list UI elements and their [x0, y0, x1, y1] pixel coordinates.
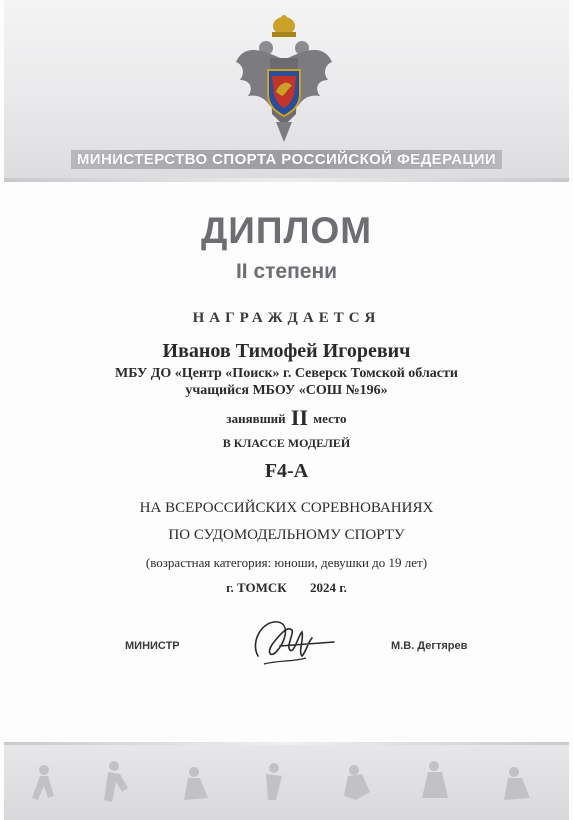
model-class-value: F4-A: [264, 460, 309, 482]
event-line-2: ПО СУДОМОДЕЛЬНОМУ СПОРТУ: [168, 527, 405, 543]
event-line-1: НА ВСЕРОССИЙСКИХ СОРЕВНОВАНИЯХ: [139, 500, 434, 516]
recipient-name: Иванов Тимофей Игоревич: [162, 340, 411, 362]
ministry-title: [0, 150, 573, 169]
coat-of-arms-emblem-icon: [232, 14, 336, 146]
year: 2024 г.: [309, 580, 347, 595]
age-category: (возрастная категория: юноши, девушки до 19 лет): [145, 555, 428, 570]
diploma-title: ДИПЛОМ: [200, 210, 373, 251]
awarded-label: НАГРАЖДАЕТСЯ: [192, 310, 381, 326]
minister-signature-icon: [240, 612, 336, 670]
city: г. ТОМСК: [226, 580, 287, 595]
ministry-title-text: МИНИСТЕРСТВО СПОРТА РОССИЙСКОЙ ФЕДЕРАЦИИ: [71, 150, 502, 169]
place-prefix: занявший: [226, 411, 286, 426]
place-value: II: [290, 405, 309, 430]
organization-line-2: учащийся МБОУ «СОШ №196»: [185, 383, 388, 398]
place-line: [0, 405, 573, 431]
location-date: [0, 580, 573, 596]
diploma-degree: II степени: [235, 260, 338, 283]
sport-silhouettes-icon: [4, 748, 569, 818]
organization-line-1: МБУ ДО «Центр «Поиск» г. Северск Томской области: [115, 366, 458, 381]
place-suffix: место: [313, 411, 347, 426]
model-class-label: В КЛАССЕ МОДЕЛЕЙ: [222, 436, 351, 450]
signatory-name: М.В. Дегтярев: [391, 640, 468, 652]
footer-band: [4, 742, 569, 820]
signatory-title: МИНИСТР: [125, 640, 180, 652]
